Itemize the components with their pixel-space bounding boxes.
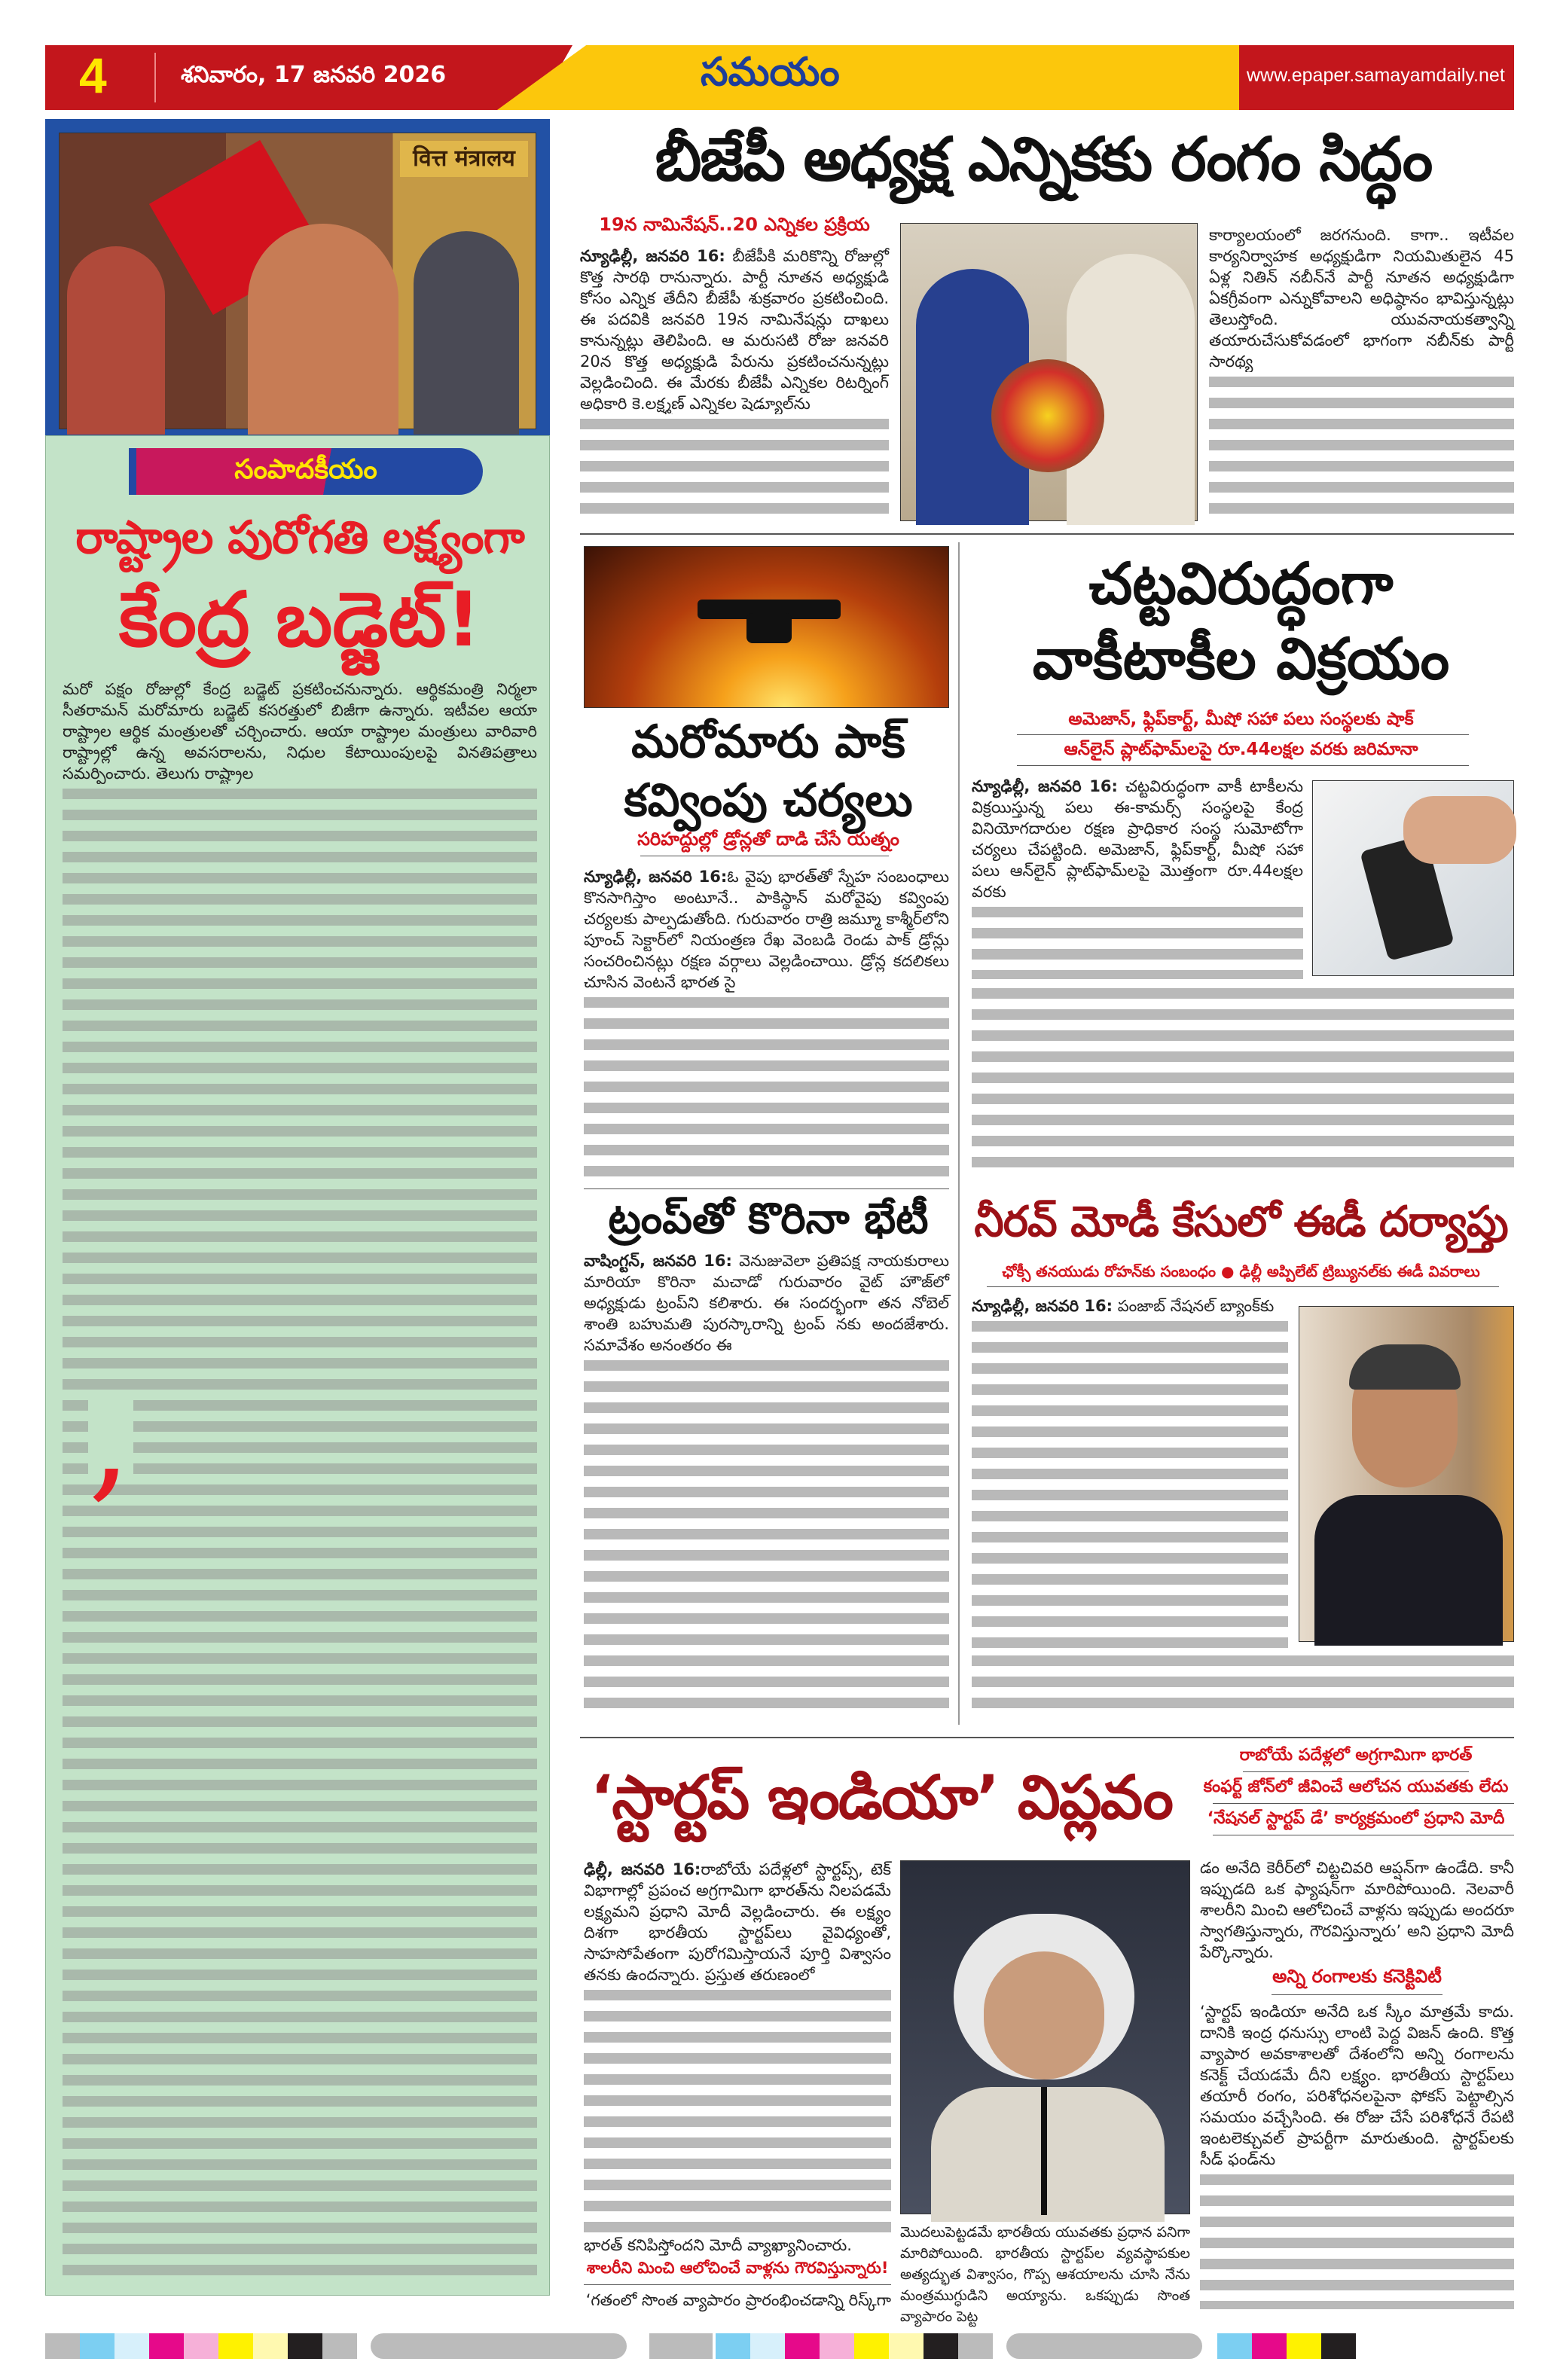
bjp-subhead: 19న నామినేషన్..20 ఎన్నికల ప్రక్రియ (599, 214, 870, 235)
nirav-subhead: ఛోక్సీ తనయుడు రోహన్‌కు సంబంధం ● ఢిల్లీ అప్పిలేట్ ట్రిబ్యునల్‌కు ఈడీ వివరాలు (1002, 1262, 1480, 1280)
epaper-url[interactable]: www.epaper.samayamdaily.net (1247, 65, 1505, 86)
divider (1017, 765, 1469, 766)
startup-side-subhead2: కంఫర్ట్ జోన్‌లో జీవించే ఆలోచన యువతకు లేదు (1203, 1777, 1509, 1796)
trump-body-text: వెనుజువెలా ప్రతిపక్ష నాయకురాలు మారియా కొరినా మచాడో గురువారం వైట్ హౌజ్‌లో అధ్యక్షుడు ట్రంప్‌ని కలిశారు. ఈ సందర్భంగా తన నోబెల్ శాంతి బహుమతి పురస్కారాన్ని ట్రంప్ నకు అందజేశారు. సమావేశం అనంతరం ఈ (584, 1252, 949, 1354)
trump-headline: ట్రంప్‌తో కొరినా భేటీ (608, 1195, 929, 1243)
trump-body-column (584, 1250, 949, 1719)
drone-body-continued (584, 993, 949, 1181)
modi-speaking-photo (900, 1860, 1190, 2214)
walkie-headline-line2: వాకీటాకీల విక్రయం (1032, 625, 1450, 692)
person-figure (414, 231, 519, 435)
startup-body-col1 (584, 1859, 891, 1985)
dateline: న్యూఢిల్లీ, జనవరి 16: (580, 247, 725, 265)
editorial-headline-line2: కేంద్ర బడ్జెట్! (118, 575, 481, 664)
finance-minister-photo (59, 133, 536, 429)
person-figure (248, 224, 398, 435)
startup-col1-subhead: శాలరీని మించి ఆలోచించే వాళ్లను గౌరవిస్తున్నారు! (586, 2259, 889, 2277)
color-registration-bar (45, 2333, 1514, 2359)
quote-mark-icon: , (88, 1393, 133, 1483)
divider (1243, 1771, 1469, 1772)
divider (580, 533, 1514, 535)
walkie-body-column (972, 776, 1303, 979)
bjp-headline: బీజేపీ అధ్యక్ష ఎన్నికకు రంగం సిద్ధం (655, 124, 1432, 194)
person-figure (67, 246, 165, 435)
divider (580, 1737, 1514, 1738)
header-center-band (497, 45, 1239, 110)
editorial-box (45, 435, 550, 2296)
startup-body-col1b: ‘గతంలో సొంత వ్యాపారం ప్రారంభించడాన్ని రిస్క్‌గా (585, 2291, 891, 2309)
walkie-body-continued (972, 902, 1303, 979)
trump-body (584, 1250, 949, 1356)
hand (1403, 796, 1516, 864)
photo-sign: वित्त मंत्रालय (400, 141, 528, 177)
nirav-body-continued (972, 1317, 1288, 1648)
bjp-body-col1-continued (580, 414, 889, 523)
nirav-headline: నీరవ్ మోడీ కేసులో ఈడీ దర్యాప్తు (974, 1198, 1508, 1246)
walkie-body-text: చట్టవిరుద్ధంగా వాకీ టాకీలను విక్రయిస్తున్న పలు ఈ-కామర్స్ సంస్థలపై కేంద్ర వినియోగదారుల రక్షణ ప్రాధికార సంస్థ సుమోటోగా చర్యలు చేపట్టింది. అమెజాన్, ఫ్లిప్‌కార్ట్, మీషో సహా పలు ఆన్‌లైన్ ప్లాట్‌ఫామ్‌లపై మొత్తంగా రూ.44లక్షల వరకు (972, 777, 1303, 901)
nirav-body-wide (972, 1651, 1514, 1719)
startup-body-col3-column (1200, 1857, 1514, 2309)
walkie-talkie-photo (1312, 780, 1514, 976)
walkie-body-wide-column (972, 984, 1514, 1172)
walkie-body (972, 776, 1303, 902)
microphone (1041, 2087, 1047, 2215)
bjp-body-col3: కార్యాలయంలో జరగనుంది. కాగా.. ఇటీవల కార్యనిర్వాహక అధ్యక్షుడిగా నియమితులైన 45 ఏళ్ల నితిన్ నబీన్‌నే పార్టీ నూతన అధ్యక్షుడిగా ఏకగ్రీవంగా ఎన్నుకోవాలని అధిష్ఠానం భావిస్తున్నట్లు తెలుస్తోంది. యువనాయకత్వాన్ని తయారుచేసుకోవడంలో భాగంగా నబీన్‌కు పార్టీ సారథ్య (1209, 226, 1514, 371)
walkie-headline-line1: చట్టవిరుద్ధంగా (1088, 550, 1394, 617)
startup-side-subhead1: రాబోయే పదేళ్లలో అగ్రగామిగా భారత్ (1239, 1746, 1473, 1765)
divider (987, 1286, 1499, 1287)
startup-body-tail: మొదలుపెట్టడమే భారతీయ యువతకు ప్రధాన పనిగా మారిపోయింది. భారతీయ స్టార్టప్‌ల వ్యవస్థాపకుల అత్యద్భుత విశ్వాసం, గొప్ప ఆశయాలను చూసి నేను మంత్రముగ్ధుడిని అయ్యాను. ఒకప్పుడు సొంత వ్యాపారం పెట్ట (900, 2222, 1190, 2306)
dateline: న్యూఢిల్లీ, జనవరి 16: (584, 868, 728, 886)
editorial-body: మరో పక్షం రోజుల్లో కేంద్ర బడ్జెట్ ప్రకటించనున్నారు. ఆర్థికమంత్రి నిర్మలా సీతరామన్ మరోమారు బడ్జెట్ కసరత్తులో బిజీగా ఉన్నారు. ఇటీవల ఆయా రాష్ట్రాల ఆర్థిక మంత్రులతో చర్చించారు. ఆయా రాష్ట్రాల మంత్రులు వారివారి రాష్ట్రాల్లో ఉన్న అవసరాలను, నిధుల కేటాయింపులపై వినతిపత్రాలు సమర్పించారు. తెలుగు రాష్ట్రాల (63, 680, 537, 783)
divider (1017, 734, 1469, 735)
bjp-body-col1 (580, 246, 889, 414)
shawl (931, 2087, 1165, 2223)
dateline: న్యూఢిల్లీ, జనవరి 16: (972, 777, 1118, 795)
drone-subhead: సరిహద్దుల్లో డ్రోన్లతో దాడి చేసే యత్నం (637, 828, 899, 850)
divider (584, 1188, 949, 1189)
hair (1349, 1344, 1461, 1390)
drone-body (584, 866, 949, 993)
nirav-body-text: పంజాబ్ నేషనల్ బ్యాంక్‌కు (1117, 1297, 1275, 1315)
drone-headline-line1: మరోమారు పాక్ (631, 716, 905, 768)
editorial-body-column (63, 679, 537, 2283)
startup-body-col1-end: భారత్ కనిపిస్తోందని మోదీ వ్యాఖ్యానించారు. (584, 2236, 852, 2254)
startup-body-col1-column (584, 1859, 891, 2311)
dateline: ఢిల్లీ, జనవరి 16: (584, 1860, 701, 1878)
bouquet (991, 359, 1104, 472)
nirav-modi-photo (1299, 1306, 1514, 1642)
startup-side-subhead3: ‘నేషనల్ స్టార్టప్ డే’ కార్యక్రమంలో ప్రధాని మోదీ (1207, 1809, 1505, 1828)
nirav-body-column (972, 1295, 1288, 1648)
bjp-body-col3-continued (1209, 372, 1514, 523)
startup-body-col3: డం అనేది కెరీర్‌లో చిట్టచివరి ఆప్షన్‌గా ఉండేది. కానీ ఇప్పుడది ఒక ఫ్యాషన్‌గా మారిపోయింది. నెలవారీ శాలరీని మించి ఆలోచించే వాళ్లను ఇప్పుడు అందరూ స్వాగతిస్తున్నారు, గౌరవిస్తున్నారు’ అని ప్రధాని మోదీ పేర్కొన్నారు. (1200, 1859, 1514, 1961)
startup-body-text: రాబోయే పదేళ్లలో స్టార్టప్స్, టెక్ విభాగాల్లో ప్రపంచ అగ్రగామిగా భారత్‌ను నిలపడమే లక్ష్యమని ప్రధాని మోదీ వెల్లడించారు. ఈ లక్ష్యం దిశగా భారతీయ స్టార్టప్‌లు వైవిధ్యంతో, సాహసోపేతంగా పురోగమిస్తాయనే పూర్తి విశ్వాసం తనకు ఉందన్నారు. ప్రస్తుత తరుణంలో (584, 1860, 891, 1984)
drone-headline-line2: కవ్వింపు చర్యలు (624, 774, 913, 827)
editorial-photo-frame (45, 119, 550, 435)
walkie-body-wide (972, 984, 1514, 1172)
trump-body-continued (584, 1356, 949, 1719)
divider (584, 2284, 891, 2285)
section-label: సంపాదకీయం (234, 454, 377, 485)
leaders-bouquet-photo (900, 223, 1198, 521)
drone-body-text: ఓ వైపు భారత్‌తో స్నేహ సంబంధాలు కొనసాగిస్తాం అంటూనే.. పాకిస్థాన్ మరోవైపు కవ్వింపు చర్యలకు పాల్పడుతోంది. గురువారం రాత్రి జమ్మూ కాశ్మీర్‌లోని పూంచ్ సెక్టార్‌లో నియంత్రణ రేఖ వెంబడి రెండు పాక్ డ్రోన్లు సంచరించినట్లు రక్షణ వర్గాలు వెల్లడించాయి. డ్రోన్ల కదలికలు చూసిన వెంటనే భారత సై (584, 868, 949, 991)
bjp-body-col3-column (1209, 224, 1514, 523)
dateline: వాషింగ్టన్, జనవరి 16: (584, 1252, 732, 1270)
startup-body-col1-continued (584, 1985, 891, 2235)
divider (1272, 1994, 1443, 1995)
bjp-body-text: బీజేపీకి మరికొన్ని రోజుల్లో కొత్త సారథి రానున్నారు. పార్టీ నూతన అధ్యక్షుడి కోసం ఎన్నిక తేదీని బీజేపీ శుక్రవారం ప్రకటించింది. ఈ పదవికి జనవరి 19న నామినేషన్లు దాఖలు కానున్నట్లు తెలిపింది. ఆ మరుసటి రోజు జనవరి 20న కొత్త అధ్యక్షుడి పేరును ప్రకటించనున్నట్లు వెల్లడించింది. ఈ మేరకు బీజేపీ ఎన్నికల రిటర్నింగ్ అధికారి కె.లక్ష్మణ్ ఎన్నికల షెడ్యూల్‌ను (580, 247, 889, 413)
issue-date: శనివారం, 17 జనవరి 2026 (181, 62, 447, 88)
divider (1213, 1803, 1514, 1804)
face (984, 1951, 1104, 2079)
masthead-logo: సమయం (701, 50, 840, 95)
editorial-body-continued (63, 784, 537, 2283)
walkie-subhead1: అమెజాన్, ఫ్లిప్‌కార్ట్, మీషో సహా పలు సంస్థలకు షాక్ (1068, 709, 1414, 729)
drone-photo (584, 546, 949, 708)
startup-col3-subhead: అన్ని రంగాలకు కనెక్టివిటీ (1272, 1966, 1442, 1987)
bjp-body-col1-column (580, 246, 889, 523)
walkie-subhead2: ఆన్‌లైన్ ప్లాట్‌ఫామ్‌లపై రూ.44లక్షల వరకు జరిమానా (1064, 740, 1418, 759)
startup-headline: ‘స్టార్టప్ ఇండియా’ విప్లవం (591, 1762, 1172, 1832)
drone-body-column (584, 866, 949, 1181)
suit (1314, 1495, 1503, 1646)
column-divider (958, 542, 960, 1725)
editorial-headline-line1: రాష్ట్రాల పురోగతి లక్ష్యంగా (75, 511, 524, 564)
dateline: న్యూఢిల్లీ, జనవరి 16: (972, 1297, 1113, 1315)
startup-body-col3b: ‘స్టార్టప్ ఇండియా అనేది ఒక స్కీం మాత్రమే కాదు. దానికి ఇంద్ర ధనుస్సు లాంటి పెద్ద విజన్ ఉంది. కొత్త వ్యాపార అవకాశాలతో దేశంలోని అన్ని రంగాలను కనెక్ట్ చేయడమే దీని లక్ష్యం. భారతీయ స్టార్టప్‌లు తయారీ రంగం, పరిశోధనలపైనా ఫోకస్ పెట్టాల్సిన సమయం వచ్చేసింది. ఈ రోజు చేసే పరిశోధనే రేపటి ఇంటలెక్చువల్ ప్రాపర్టీగా మారుతుంది. స్టార్టప్‌లకు సీడ్ ఫండ్‌ను (1200, 2003, 1514, 2168)
divider (154, 53, 156, 102)
drone-body (746, 613, 792, 643)
nirav-body (972, 1295, 1288, 1317)
startup-body-col3-continued (1200, 2170, 1514, 2309)
page-number: 4 (79, 47, 107, 103)
